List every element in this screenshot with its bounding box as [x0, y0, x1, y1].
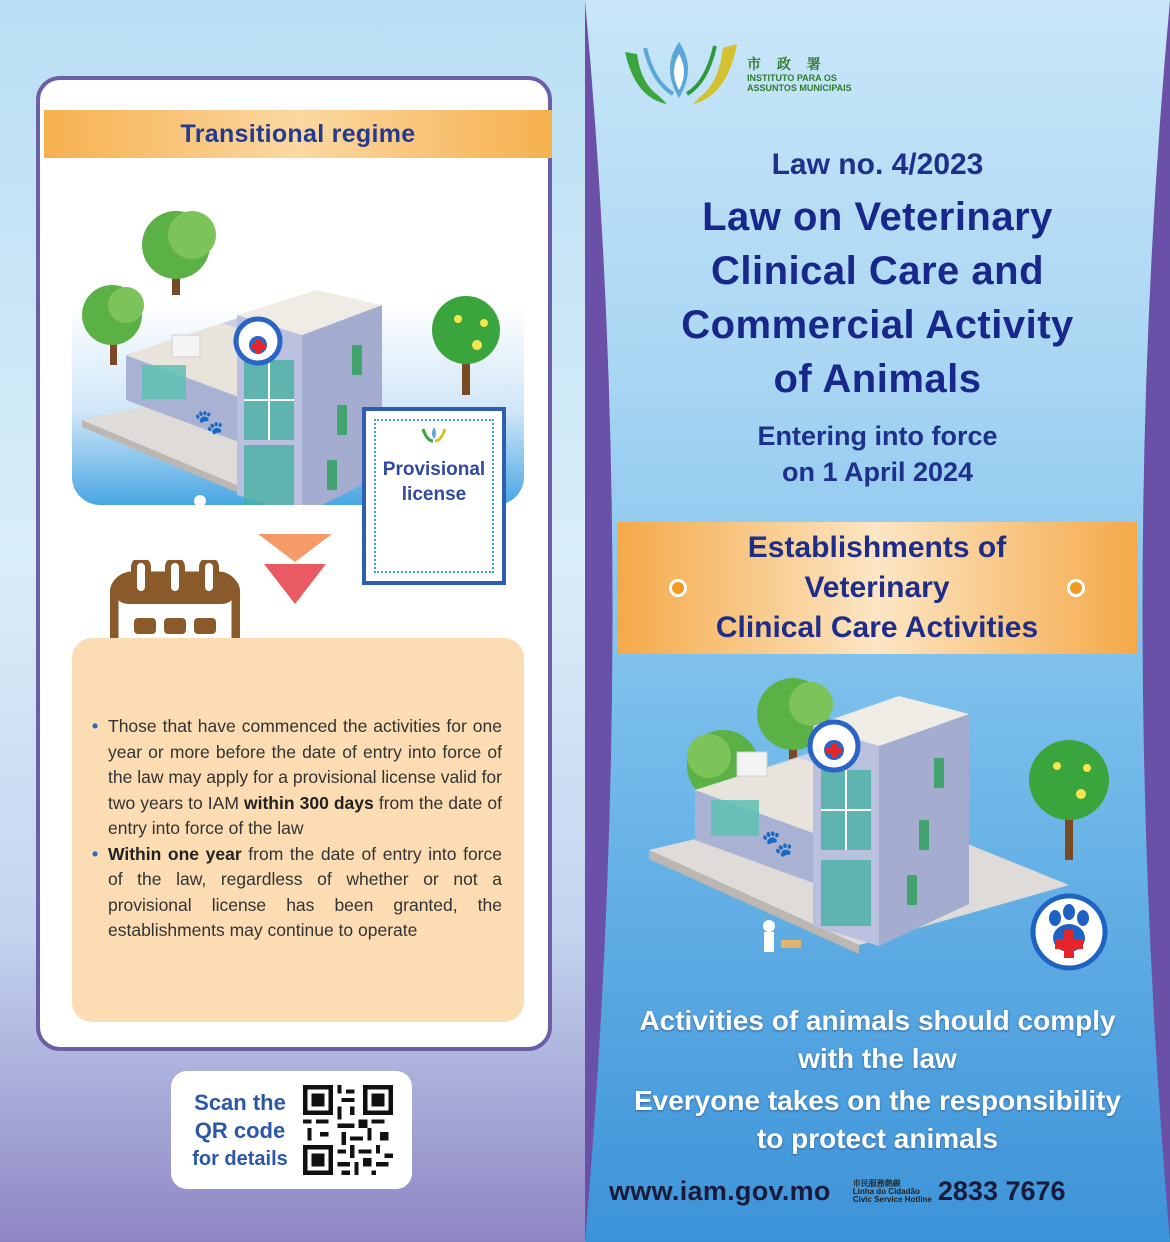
slogan-line-4: to protect animals — [756, 1123, 999, 1154]
bullet-2-text-end: from the date of entry into force of the law, regardless of whether or not a provisional license has been granted, the establishments may continue to operate — [108, 843, 502, 940]
license-inner-border — [374, 419, 494, 573]
hotline-label-line-1: 市民服務熱線 — [852, 1178, 901, 1188]
bullet-list — [92, 714, 502, 944]
slogan-line-2: with the law — [798, 1043, 957, 1074]
clinic-illustration-right — [629, 670, 1129, 990]
band-line-2: Veterinary — [804, 571, 950, 604]
iam-logo-text — [747, 55, 852, 93]
bullet-1-text-start: Those that have commenced the activities for one year or more before the date of entry into force of the law may apply for a provisional license valid for two years to IAM — [108, 716, 502, 813]
bullet-2-bold: Within one year — [108, 843, 242, 864]
qr-caption — [185, 1089, 295, 1173]
transitional-regime-card — [36, 76, 552, 1051]
qr-code-icon[interactable] — [303, 1085, 393, 1175]
arrow-down-icon — [258, 534, 332, 608]
hotline-number[interactable]: 2833 7676 — [937, 1176, 1066, 1206]
right-panel — [585, 0, 1170, 1242]
footer — [609, 1176, 1149, 1207]
band-line-3: Clinical Care Activities — [715, 611, 1039, 644]
law-number: Law no. 4/2023 — [771, 148, 984, 181]
qr-caption-line-2: QR code — [194, 1118, 286, 1143]
license-line-2: license — [401, 484, 467, 505]
license-line-1: Provisional — [382, 459, 486, 480]
svg-text:🐾: 🐾 — [194, 408, 224, 436]
law-title — [585, 190, 1170, 406]
qr-caption-line-3: for details — [192, 1148, 288, 1170]
card-banner-title: Transitional regime — [44, 110, 552, 158]
band-dot-left — [669, 579, 687, 597]
entering-force-line-1: Entering into force — [757, 421, 998, 451]
bullet-1-bold: within 300 days — [244, 792, 374, 813]
slogan — [585, 1002, 1170, 1158]
slogan-line-1: Activities of animals should comply — [639, 1005, 1116, 1036]
license-text — [383, 457, 485, 507]
qr-caption-line-1: Scan the — [194, 1090, 286, 1115]
law-title-line-1: Law on Veterinary — [702, 195, 1053, 239]
iam-logo-icon — [421, 425, 447, 443]
bullet-item-2 — [92, 842, 502, 944]
establishments-band — [617, 522, 1137, 654]
hotline-label-line-3: Civic Service Hotline — [852, 1194, 932, 1204]
hotline-label-line-2: Linha do Cidadão — [852, 1186, 920, 1196]
law-title-line-2: Clinical Care and — [710, 249, 1045, 293]
entering-force-line-2: on 1 April 2024 — [781, 457, 974, 487]
logo-chinese: 市 政 署 — [747, 56, 827, 72]
svg-text:🐾: 🐾 — [761, 829, 794, 859]
law-title-line-4: of Animals — [773, 357, 982, 401]
law-title-line-3: Commercial Activity — [681, 303, 1074, 347]
band-dot-right — [1067, 579, 1085, 597]
provisional-license-document — [362, 407, 506, 585]
band-text — [716, 528, 1038, 648]
bullet-1-text-end: from the date of entry into force of the law — [108, 792, 503, 838]
slogan-line-3: Everyone takes on the responsibility — [633, 1085, 1122, 1116]
logo-portuguese-2: ASSUNTOS MUNICIPAIS — [747, 83, 852, 93]
iam-logo — [621, 38, 852, 110]
info-box — [72, 638, 524, 1022]
website-link[interactable]: www.iam.gov.mo — [609, 1176, 831, 1206]
title-block — [585, 146, 1170, 490]
qr-box[interactable] — [171, 1071, 412, 1189]
entering-force — [585, 418, 1170, 490]
hotline-label — [853, 1180, 932, 1204]
iam-logo-icon — [621, 38, 741, 110]
paw-cross-icon — [1029, 892, 1109, 972]
bullet-item-1 — [92, 714, 502, 842]
logo-portuguese-1: INSTITUTO PARA OS — [747, 73, 837, 83]
band-line-1: Establishments of — [747, 531, 1007, 564]
